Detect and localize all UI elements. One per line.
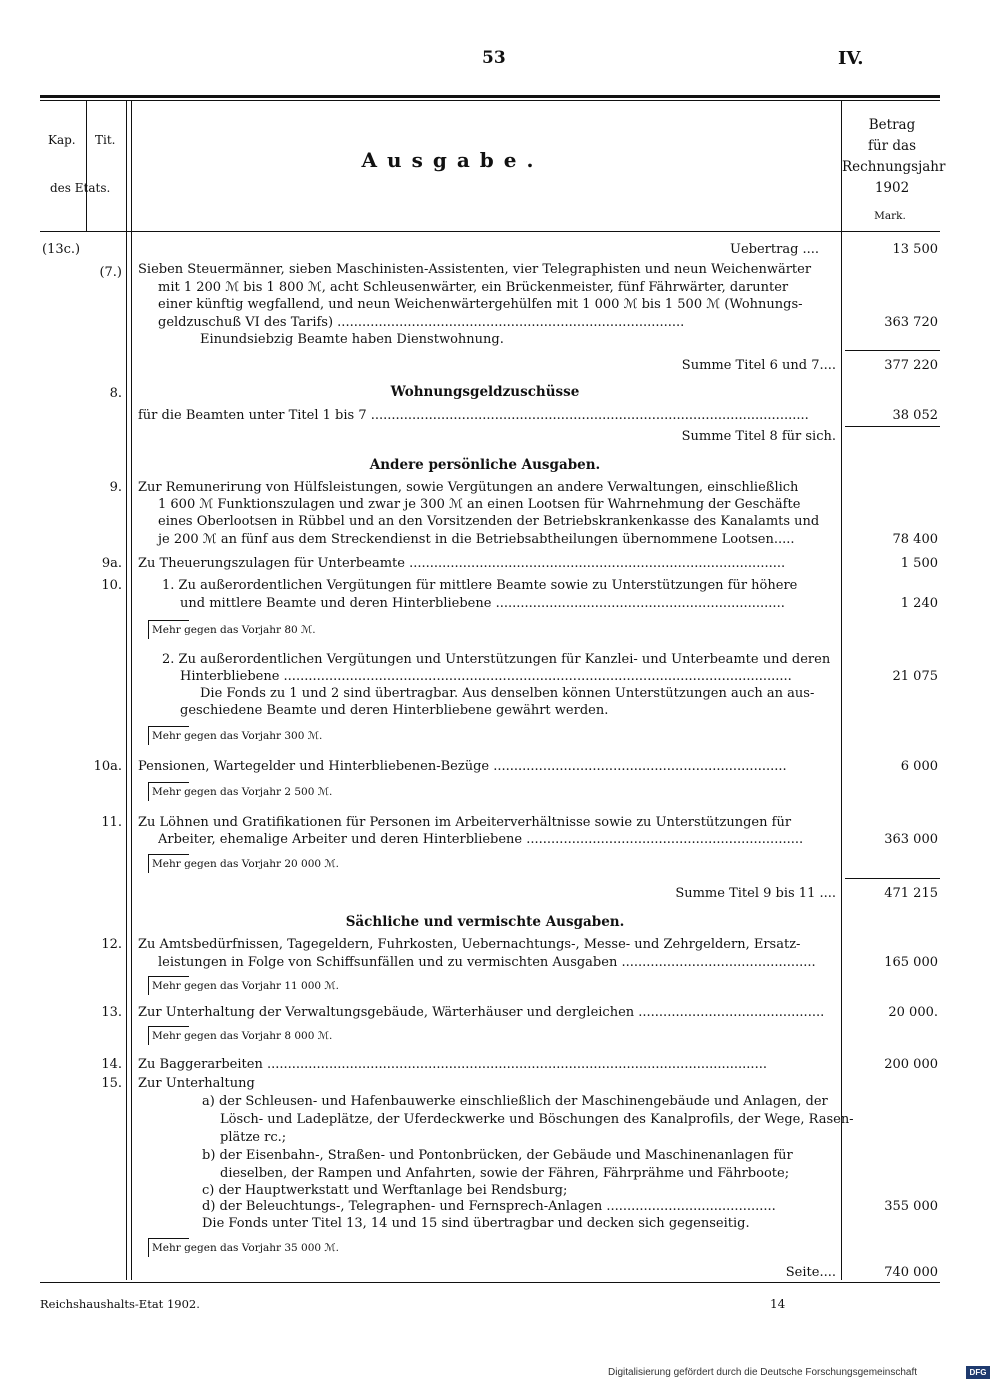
sum-label: Summe Titel 6 und 7....: [681, 358, 836, 373]
text-line: d) der Beleuchtungs-, Telegraphen- und Fernsprech-Anlagen .........................................: [202, 1199, 776, 1214]
mehr-note: Mehr gegen das Vorjahr 11 000 ℳ.: [152, 980, 340, 992]
mehr-note: Mehr gegen das Vorjahr 35 000 ℳ.: [152, 1242, 340, 1254]
text-line: je 200 ℳ an fünf aus dem Streckendienst in die Betriebsabtheilungen übernommene Lootsen.....: [158, 532, 795, 547]
text-line: b) der Eisenbahn-, Straßen- und Pontonbrücken, der Gebäude und Maschinenanlagen für: [202, 1148, 793, 1163]
text-line: Zur Unterhaltung der Verwaltungsgebäude, Wärterhäuser und dergleichen .............................................: [138, 1005, 825, 1020]
amount: 355 000: [884, 1199, 938, 1214]
sum-amount: 471 215: [884, 886, 938, 901]
text-line: Arbeiter, ehemalige Arbeiter und deren Hinterbliebene ...................................................................: [158, 832, 804, 847]
text-line: geldzuschuß VI des Tarifs) ....................................................................................: [158, 315, 685, 330]
footer-sheet-number: 14: [770, 1297, 786, 1311]
betrag-line: Betrag: [868, 117, 916, 133]
page-title: Ausgabe.: [361, 148, 544, 172]
text-line: c) der Hauptwerkstatt und Werftanlage bei Rendsburg;: [202, 1183, 568, 1198]
text-line: dieselben, der Rampen und Anfahrten, sowie der Fähren, Fährprähme und Fährboote;: [220, 1166, 790, 1181]
mehr-note: Mehr gegen das Vorjahr 80 ℳ.: [152, 624, 316, 636]
text-line: Pensionen, Wartegelder und Hinterbliebenen-Bezüge .......................................................................: [138, 759, 787, 774]
amount: 1 500: [900, 556, 938, 571]
dfg-credit: Digitalisierung gefördert durch die Deutsche Forschungsgemeinschaft: [608, 1367, 918, 1378]
text-line: Zu Löhnen und Gratifikationen für Personen im Arbeiterverhältnisse sowie zu Unterstützungen für: [138, 815, 792, 830]
betrag-line: für das: [867, 138, 917, 154]
sum-label: Summe Titel 9 bis 11 ....: [675, 886, 836, 901]
col-des-etats-header: des Etats.: [50, 181, 111, 195]
tit-number: 8.: [109, 386, 122, 401]
section-heading: Andere persönliche Ausgaben.: [369, 457, 601, 473]
tit-number: 9.: [109, 480, 122, 495]
amount: 363 720: [884, 315, 938, 330]
tit-number: 13.: [101, 1005, 122, 1020]
amount: 200 000: [884, 1057, 938, 1072]
tit-number: 10a.: [93, 759, 122, 774]
sum-rule: [845, 426, 940, 427]
text-line: Zu Amtsbedürfnissen, Tagegeldern, Fuhrkosten, Uebernachtungs-, Messe- und Zehrgeldern, Ersatz-: [138, 937, 801, 952]
text-line: mit 1 200 ℳ bis 1 800 ℳ, acht Schleusenwärter, ein Brückenmeister, fünf Fährwärter, darunter: [158, 280, 789, 295]
amount: 165 000: [884, 955, 938, 970]
text-line: Die Fonds unter Titel 13, 14 und 15 sind übertragbar und decken sich gegenseitig.: [202, 1216, 750, 1231]
amount: 20 000.: [888, 1005, 938, 1020]
amount: 6 000: [900, 759, 938, 774]
page-number: 53: [482, 48, 506, 68]
tit-number: 14.: [101, 1057, 122, 1072]
text-line: einer künftig wegfallend, und neun Weichenwärtergehülfen mit 1 000 ℳ bis 1 500 ℳ (Wohnungs-: [158, 297, 803, 312]
text-line: 1 600 ℳ Funktionszulagen und zwar je 300 ℳ an einen Lootsen für Wahrnehmung der Geschäfte: [158, 497, 801, 512]
dfg-logo: DFG: [966, 1366, 990, 1379]
mehr-note: Mehr gegen das Vorjahr 8 000 ℳ.: [152, 1030, 333, 1042]
kap-number: (13c.): [42, 242, 81, 257]
top-rule-thick: [40, 95, 940, 98]
sum-rule: [845, 350, 940, 351]
amount: 363 000: [884, 832, 938, 847]
tit-number: 12.: [101, 937, 122, 952]
text-line: Einundsiebzig Beamte haben Dienstwohnung.: [200, 332, 504, 347]
mehr-note: Mehr gegen das Vorjahr 2 500 ℳ.: [152, 786, 333, 798]
text-line: Zu Baggerarbeiten .........................................................................................................................: [138, 1057, 767, 1072]
uebertrag-amount: 13 500: [892, 242, 938, 257]
sheet-number: IV.: [838, 48, 864, 69]
betrag-header: [842, 115, 946, 199]
betrag-line: 1902: [874, 180, 910, 196]
tit-number: 15.: [101, 1076, 122, 1091]
text-line: Lösch- und Ladeplätze, der Uferdeckwerke und Böschungen des Kanalprofils, der Wege, Rasen-: [220, 1112, 854, 1127]
text-line: 1. Zu außerordentlichen Vergütungen für mittlere Beamte sowie zu Unterstützungen für höhere: [162, 578, 798, 593]
col-kap-header: Kap.: [48, 133, 76, 147]
uebertrag-label: Uebertrag ....: [730, 242, 820, 257]
text-line: 2. Zu außerordentlichen Vergütungen und Unterstützungen für Kanzlei- und Unterbeamte und deren: [162, 652, 831, 667]
mehr-note: Mehr gegen das Vorjahr 20 000 ℳ.: [152, 858, 340, 870]
top-rule-thin: [40, 100, 940, 101]
sum-amount: 377 220: [884, 358, 938, 373]
text-line: geschiedene Beamte und deren Hinterbliebene gewährt werden.: [180, 703, 609, 718]
tit-number: 10.: [101, 578, 122, 593]
text-line: a) der Schleusen- und Hafenbauwerke einschließlich der Maschinengebäude und Anlagen, der: [202, 1094, 828, 1109]
col-tit-header: Tit.: [95, 133, 116, 147]
section-heading: Wohnungsgeldzuschüsse: [390, 384, 580, 400]
text-line: plätze rc.;: [220, 1130, 287, 1145]
header-rule: [40, 231, 940, 232]
betrag-line: Rechnungsjahr: [842, 159, 946, 175]
tit-number: 11.: [101, 815, 122, 830]
tit-number: (7.): [99, 265, 122, 280]
text-line: für die Beamten unter Titel 1 bis 7 ..........................................................................................................: [138, 408, 809, 423]
text-line: Zur Remunerirung von Hülfsleistungen, sowie Vergütungen an andere Verwaltungen, einschließlich: [138, 480, 799, 495]
unit-label: Mark.: [874, 210, 906, 222]
text-line: Hinterbliebene ...........................................................................................................................: [180, 669, 792, 684]
bottom-rule: [40, 1282, 940, 1283]
text-line: eines Oberlootsen in Rübbel und an den Vorsitzenden der Betriebskrankenkasse des Kanalamts und: [158, 514, 820, 529]
col-divider-text: [131, 100, 132, 1280]
sum-label: Summe Titel 8 für sich.: [681, 429, 836, 444]
text-line: Zur Unterhaltung: [138, 1076, 255, 1091]
section-heading: Sächliche und vermischte Ausgaben.: [345, 914, 625, 930]
text-line: leistungen in Folge von Schiffsunfällen und zu vermischten Ausgaben ...............................................: [158, 955, 816, 970]
seite-amount: 740 000: [884, 1265, 938, 1280]
mehr-note: Mehr gegen das Vorjahr 300 ℳ.: [152, 730, 323, 742]
amount: 78 400: [892, 532, 938, 547]
col-divider-tit: [126, 100, 127, 1280]
text-line: Die Fonds zu 1 und 2 sind übertragbar. Aus denselben können Unterstützungen auch an aus-: [200, 686, 815, 701]
text-line: und mittlere Beamte und deren Hinterbliebene ......................................................................: [180, 596, 785, 611]
col-divider-amount: [841, 100, 842, 1280]
text-line: Sieben Steuermänner, sieben Maschinisten-Assistenten, vier Telegraphisten und neun Weichenwärter: [138, 262, 812, 277]
footer-source: Reichshaushalts-Etat 1902.: [40, 1297, 200, 1311]
amount: 38 052: [892, 408, 938, 423]
amount: 1 240: [900, 596, 938, 611]
text-line: Zu Theuerungszulagen für Unterbeamte ...........................................................................................: [138, 556, 786, 571]
seite-label: Seite....: [785, 1265, 836, 1280]
sum-rule: [845, 878, 940, 879]
tit-number: 9a.: [101, 556, 122, 571]
amount: 21 075: [892, 669, 938, 684]
